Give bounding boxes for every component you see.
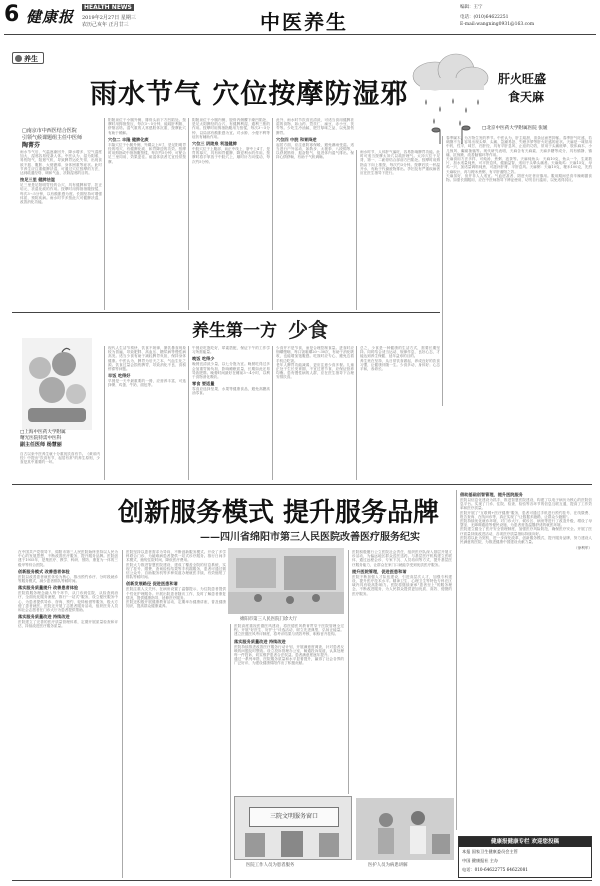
bottom-col-5: 借助基础创智管理，提升医院服务 医院以信息化建设为抓手，推进智慧医院建设，构建了以电子病历为核心的医院信息平台。实现了门诊、住院、检查、检验等各环节的信息互联互通，提高了工作效率和医疗质量。 医院开展了"互联网+医疗健康"服务，患者可通过手机进行预约挂号、在线缴费、报告查询、在线问诊等，真正实现了"让数据多跑路，让群众少跑腿"。 医院持续优化就诊环境，对门诊大厅、候诊区、病房等进行了改造升级，增设了母婴室、无障碍通道等便民设施，为患者营造温馨舒适的就医环境。 医院建立健全了医疗安全管理制度，加强医疗风险防范，确保医疗安全。开展了医疗质量持续改进活动，各项医疗质量指标持续向好。 医院将以此为契机，进一步深化改革，创新服务模式，提升服务品牌，努力建设人民满意的医院，为推进健康中国建设贡献力量。 （徐利军） [456, 490, 592, 830]
byline-small-2: 曙光医院特需中医科 [20, 436, 62, 441]
yangsheng-banner [192, 312, 352, 344]
bottom-subhead-1: 创新服务模式 改善患者体验 [18, 568, 70, 574]
page-number: 6 [4, 2, 20, 27]
bottom-subhead-6: 提升医院管理，促进医患和谐 [352, 568, 407, 574]
subhead-4: 穴位四 中脘 和胃降逆 [276, 136, 317, 142]
bottom-col-4: 医院积极履行公立医院社会责任，组织医疗队深入基层开展义诊活动，为偏远地区群众送医送药。与基层医疗机构建立医联体，通过远程会诊、专家下沉、人员培训等方式，提升基层医疗服务能力，让群众在家门口就能享受到优质医疗服务。 提升医院管理，促进医患和谐 医院不断加强人才队伍建设，引进高层次人才，加强专科建设，提升医疗技术水平。精神卫生、心理卫生等特色专科在区域内具有较高影响力。医院将继续秉承"患者至上"的服务理念，不断改进服务，为人民群众提供更加优质、高效、便捷的医疗服务。 [348, 550, 452, 794]
reporter-credit: （徐利军） [574, 546, 592, 551]
photo-caption-3: 医护人员为病患讲解 [368, 863, 408, 868]
label-icon [15, 55, 22, 62]
headline-2-sub: ——四川省绵阳市第三人民医院改善医疗服务纪实 [200, 532, 420, 543]
byline-line-2: 引领气候课题组主任中医师 [22, 135, 83, 141]
ad-line-1: 本报 国家卫生健康委员会主管 [462, 849, 518, 854]
section-title: 中医养生 [260, 10, 348, 34]
bottom-col-3: 医院高度重视医德医风建设，将医德医风教育贯穿于医院管理全过程。开展"好医生、好护士"评选活动，树立先进典型，弘扬正能量。建立医德医风考评制度，将考评结果与绩效考核、职称晋升挂钩。 落实服务质量改进 持续改进 医院持续推进改善医疗服务行动计划，开展满意度调查，针对患者反映的问题及时整改。设立投诉管理办公室，畅通投诉渠道，认真处理每一件投诉，切实维护患者合法权益。患者满意度逐年提升。 通过一系列举措，医院服务质量和水平显著提升，赢得了社会各界的广泛好评，为建设健康绵阳作出了积极贡献。 [230, 624, 344, 878]
yangsheng-col-2: 现代人生活节奏快，饮食不规律，暴饮暴食现象较为普遍，导致肥胖、高血压、糖尿病等慢性病高发。适当少食有助于减轻脾胃负担，保持身体健康。中医认为，脾胃为后天之本，气血生化之源。饮食过量会损伤脾胃，导致消化不良、食积停滞等问题。 早饭 吃得好 早餐是一天中最重要的一餐，应营养丰富，可选择粥、鸡蛋、牛奶、面包等。 [104, 346, 186, 480]
photo-caption-2: 医院工作人员为患者服务 [246, 863, 295, 868]
ad-box [458, 836, 592, 878]
feature-col-2: 阳陵泉位于小腿外侧，腓骨头前下方凹陷处。按摩时用拇指按压，每次3～5分钟，能疏肝利胆、舒筋活络。湿气重的人常感肢体沉重，按摩此穴有助于缓解。 穴位二 丰隆 健脾化痰 丰隆穴位于小腿外侧，外踝尖上8寸，是足阳明胃经的络穴，有健脾化痰、和胃降逆的功效。按摩时用拇指或中指指腹按揉，每次约5分钟，可配合足三里同用，效果更佳。痰湿体质者尤宜经常按摩。 [104, 118, 186, 310]
editor-phone: 电话：(010)64622251 [460, 15, 509, 20]
ad-title: 健康报健康专栏 欢迎您投稿 [459, 837, 591, 847]
banner-text: 养生第一方 [192, 321, 277, 341]
main-headline: 雨水节气 穴位按摩防湿邪 [90, 79, 409, 110]
headline-2: 创新服务模式 提升服务品牌 [118, 498, 440, 528]
small-head-3: 零食 要适量 [192, 381, 215, 387]
photo-staff [356, 798, 454, 860]
photo-caption-1: 绵阳市第三人民医院门诊大厅 [240, 617, 298, 622]
board-sign: 三院文明服务窗口 [249, 807, 339, 827]
paper-english-name: HEALTH NEWS [84, 4, 132, 11]
small-head-2: 晚饭 吃得少 [192, 356, 215, 362]
lunar-date: 农历己亥年 正月廿三 [82, 22, 129, 28]
page-header [0, 0, 600, 48]
banner-highlight: 少食 [288, 318, 328, 342]
fruit-photo [22, 338, 92, 430]
bottom-subhead-2: 落实服务质量提升 改善患者体验 [18, 585, 79, 591]
byline-left [22, 128, 92, 150]
bottom-section-divider [12, 484, 592, 485]
page-bottom-line [12, 880, 592, 881]
yangsheng-col-1: 自古以来中医养生就十分重视饮食有节。《黄帝内经》中提出"饮食有节，起居有常"的养生原则，少食是其中重要的一环。 [20, 452, 100, 465]
byline-right: □北京中医药大学附属医院 张媛 [482, 126, 548, 131]
ad-line-2: 中国 健康报社 主办 [462, 858, 499, 863]
editor-email: E-mail:wangning0931@163.com [460, 22, 535, 27]
issue-date: 2019年2月27日 星期三 [82, 15, 136, 21]
byline-small-1: □上海中医药大学附属 [20, 430, 66, 435]
yangsheng-col-4: 少食并不是节食，而是合理控制食量。进食时应细嚼慢咽，每口饭咀嚼20～30次，有助于消化吸收，也能增加饱腹感。吃饭时应专心，避免边看手机边吃饭。 老年人脾胃功能减弱，更应注意少食多餐。儿童正处于生长发育期，不宜过度节食，应保证营养均衡。患有慢性病的人群，应在医生指导下合理安排饮食。 [272, 346, 354, 480]
cloud-icon [413, 54, 488, 90]
right-col-title: 借助基础创智管理，提升医院服务 [460, 492, 523, 497]
bottom-subhead-4: 创新发展路径 促进医患和谐 [126, 581, 178, 587]
feature-col-4: 此外，雨水时节饮食宜清淡，可适当食用健脾祛湿的食物，如山药、薏苡仁、扁豆、赤小豆、茯苓等。少吃生冷油腻、肥甘厚味之品，以免损伤脾胃。 穴位四 中脘 和胃降逆 起居方面，应注意防寒保暖，避免淋雨受湿。适当进行户外活动，如散步、太极拳、八段锦等，以舒展筋骨、振奋阳气，促进体内湿气排出。保持心情舒畅，有助于气机调畅。 [272, 118, 354, 310]
bottom-col-2: 医院坚持以患者需求为导向，不断创新服务模式。开设了多学科联合门诊，为疑难病患者提供一站式诊疗服务。推行日间手术模式，缩短住院时间，降低医疗费用。 医院大力推进智慧医院建设，建成了覆盖全院的信息系统，实现了挂号、缴费、查询检验结果等手机端服务，患者可通过微信公众号、自助服务机等多种渠道办理就医手续，有效缩短了排队等候时间。 创新发展路径 促进医患和谐 医院注重人文关怀，在病房设置了温馨提示，为住院患者提供个性化护理服务。开展出院患者随访工作，及时了解患者康复情况，提供健康指导，延伸医疗服务。 医院还积极开展健康教育活动，定期举办健康讲座，普及健康知识，提高群众健康素养。 [122, 550, 226, 878]
paper-name: 健康报 [26, 8, 75, 26]
byline-small-3: 副主任医师 杨慧丽 [20, 442, 62, 448]
subhead-1: 按足三里 健脾祛湿 [20, 177, 55, 183]
raindrop-icons [425, 98, 479, 126]
subhead-2: 穴位二 丰隆 健脾化痰 [108, 136, 149, 142]
feature-col-1: 雨水节气后，气温逐渐回升，降水增多，空气湿度加大，湿邪容易侵袭人体。中医认为，湿为阴邪，易伤阳气，阻遏气机，导致脾胃运化失常，出现食欲不振、腹胀、大便溏薄、身体困重等症状。此时节养生应注重健脾祛湿，可通过穴位按摩的方法，达到疏通经络、调和气血、祛除湿邪的目的。 按足三里 健脾祛湿 足三里是足阳明胃经的合穴，具有健脾和胃、扶正培元、祛湿化痰的作用。按摩时用拇指指腹按揉，每次3～5分钟，以有酸胀感为度。长期坚持可增强体质，预防疾病。雨水时节多按此穴可健脾祛湿，改善消化功能。 [20, 150, 102, 205]
subhead-3: 穴位三 阴陵泉 利湿健脾 [192, 141, 237, 147]
bottom-subhead-5: 落实服务质量改进 持续改进 [234, 638, 286, 644]
byline-line-3: 陶菁芬 [22, 142, 41, 149]
side-slogan-2: 食天麻 [508, 90, 545, 104]
yangsheng-col-5: 总之，少食是一种健康的生活方式，需要长期坚持。同时结合适当运动、规律作息、良好心态，才能达到养生保健、延年益寿的目的。 养生贵在坚持，从日常饮食做起，养成良好的饮食习惯，让健康伴随一生。少食多动，身体好；心态平和，寿命长。 [356, 346, 440, 480]
bottom-col-1: 在中国共产党领导下，绵阳市第三人民医院始终坚持以人民为中心的发展思想，不断改善医疗服务，提升服务品牌。医院创建于1955年，是集医疗、教学、科研、预防、康复为一体的三级甲等综合医院。 创新服务模式 改善患者体验 医院以改善患者就医体验为核心，推出预约诊疗、分时段就诊等服务模式，减少患者排队等候时间。 落实服务质量提升 改善患者体验 医院将服务理念融入每个环节，从门诊到住院，从检查到治疗，全面优化服务流程，推行"一站式"服务，设立便民服务中心，为患者提供导诊、咨询、预约、轮椅租借等服务，极大方便了患者就医。医院还开展了志愿者服务活动，组织医务人员和社会志愿者在门诊大厅为患者提供帮助。 落实服务质量改进 持续改进 医院建立了完善的医疗质量管理体系，定期开展质量检查和评估，持续改进医疗服务质量。 [18, 550, 118, 629]
side-slogan-1: 肝火旺盛 [498, 72, 547, 86]
photo-hospital-hall [228, 548, 344, 614]
section-label [12, 52, 44, 64]
header-divider [4, 34, 596, 35]
yangsheng-col-3: 午餐应吃饱吃好，荤素搭配，保证下午的工作学习所需能量。 晚饭 吃得少 晚餐宜清淡少量，以七分饱为宜。晚餐吃得过多会加重胃肠负担，影响睡眠质量，长期如此还易导致肥胖。晚餐时间最好在睡前3～4小时，以利于食物消化吸收。 零食 要适量 零食应选择坚果、水果等健康食品，避免高糖高油零食。 [188, 346, 270, 480]
ad-line-3: 电话：010-64622775 64622081 [462, 867, 528, 872]
feature-col-6: 春季属木，为万物生发的季节。中医认为，肝主疏泄，喜条达而恶抑郁。春季肝气旺盛，若调摄不当，容易出现头晕、头痛、急躁易怒、失眠多梦等肝火旺盛的症状。天麻是一味常用中药，性平，味甘，归肝经，具有平肝息风、止痉的功效，常用于头痛眩晕、肢体麻木、小儿惊风、癫痫抽搐等。现代研究表明，天麻含有天麻素、天麻多糖等成分，具有镇静、镇痛、抗惊厥、改善脑循环等作用。 天麻食用方法多样，可炖汤、煮粥、泡茶等。天麻炖鱼头：天麻10克，鱼头一个，生姜数片，加水适量炖煮，可平肝息风、健脑益智，适用于头晕头痛者。天麻炖鸡：天麻15克，母鸡一只，加适量调料炖煮，可滋补肝肾、平肝息风。天麻粥：天麻10克，粳米100克，先煎天麻取汁，再与粳米煮粥，有平肝潜阳之效。 天麻虽好，但并非人人适宜。气血虚甚者、阴虚火旺者应慎用。服用期间忌食辛辣刺激食物。如需长期服用，应在中医师指导下辨证使用，切勿自行滥用，以免适得其反。 [442, 136, 592, 406]
feature-col-5: 雨水时节，人体肝气偏旺，容易影响脾胃功能。此时可适当按摩太冲穴以疏肝理气。太冲穴位于足背，第一、二跖骨结合部前方凹陷处。按摩时用拇指由下向上推按，每次约3分钟。按摩后饮一杯温开水，有助于代谢废物排出。孕妇及有严重疾病者应在医生指导下进行。 [356, 150, 440, 310]
feature-col-3: 阴陵泉位于小腿内侧，胫骨内侧髁下缘凹陷处，是足太阴脾经的合穴，有健脾利湿、通利三焦的作用。按摩时用拇指指腹用力按揉，每次3～5分钟，以局部有酸胀感为宜。对水肿、小便不利等症状有辅助作用。 穴位三 阴陵泉 利湿健脾 中脘穴位于上腹部，前正中线上，脐中上4寸，是胃的募穴，具有和胃健脾、降逆利水的作用。按摩时将手掌放于中脘穴上，顺时针方向揉动，每次约5分钟。 [188, 118, 270, 310]
bottom-subhead-3: 落实服务质量改进 持续改进 [18, 614, 70, 620]
byline-small [20, 430, 100, 448]
editor-name: 编辑：王宁 [460, 5, 483, 10]
byline-line-1: □南京市中西医结合医院 [22, 128, 77, 134]
small-head-1: 早饭 吃得好 [108, 373, 131, 379]
label-text: 养生 [24, 54, 38, 63]
photo-board [234, 796, 352, 860]
